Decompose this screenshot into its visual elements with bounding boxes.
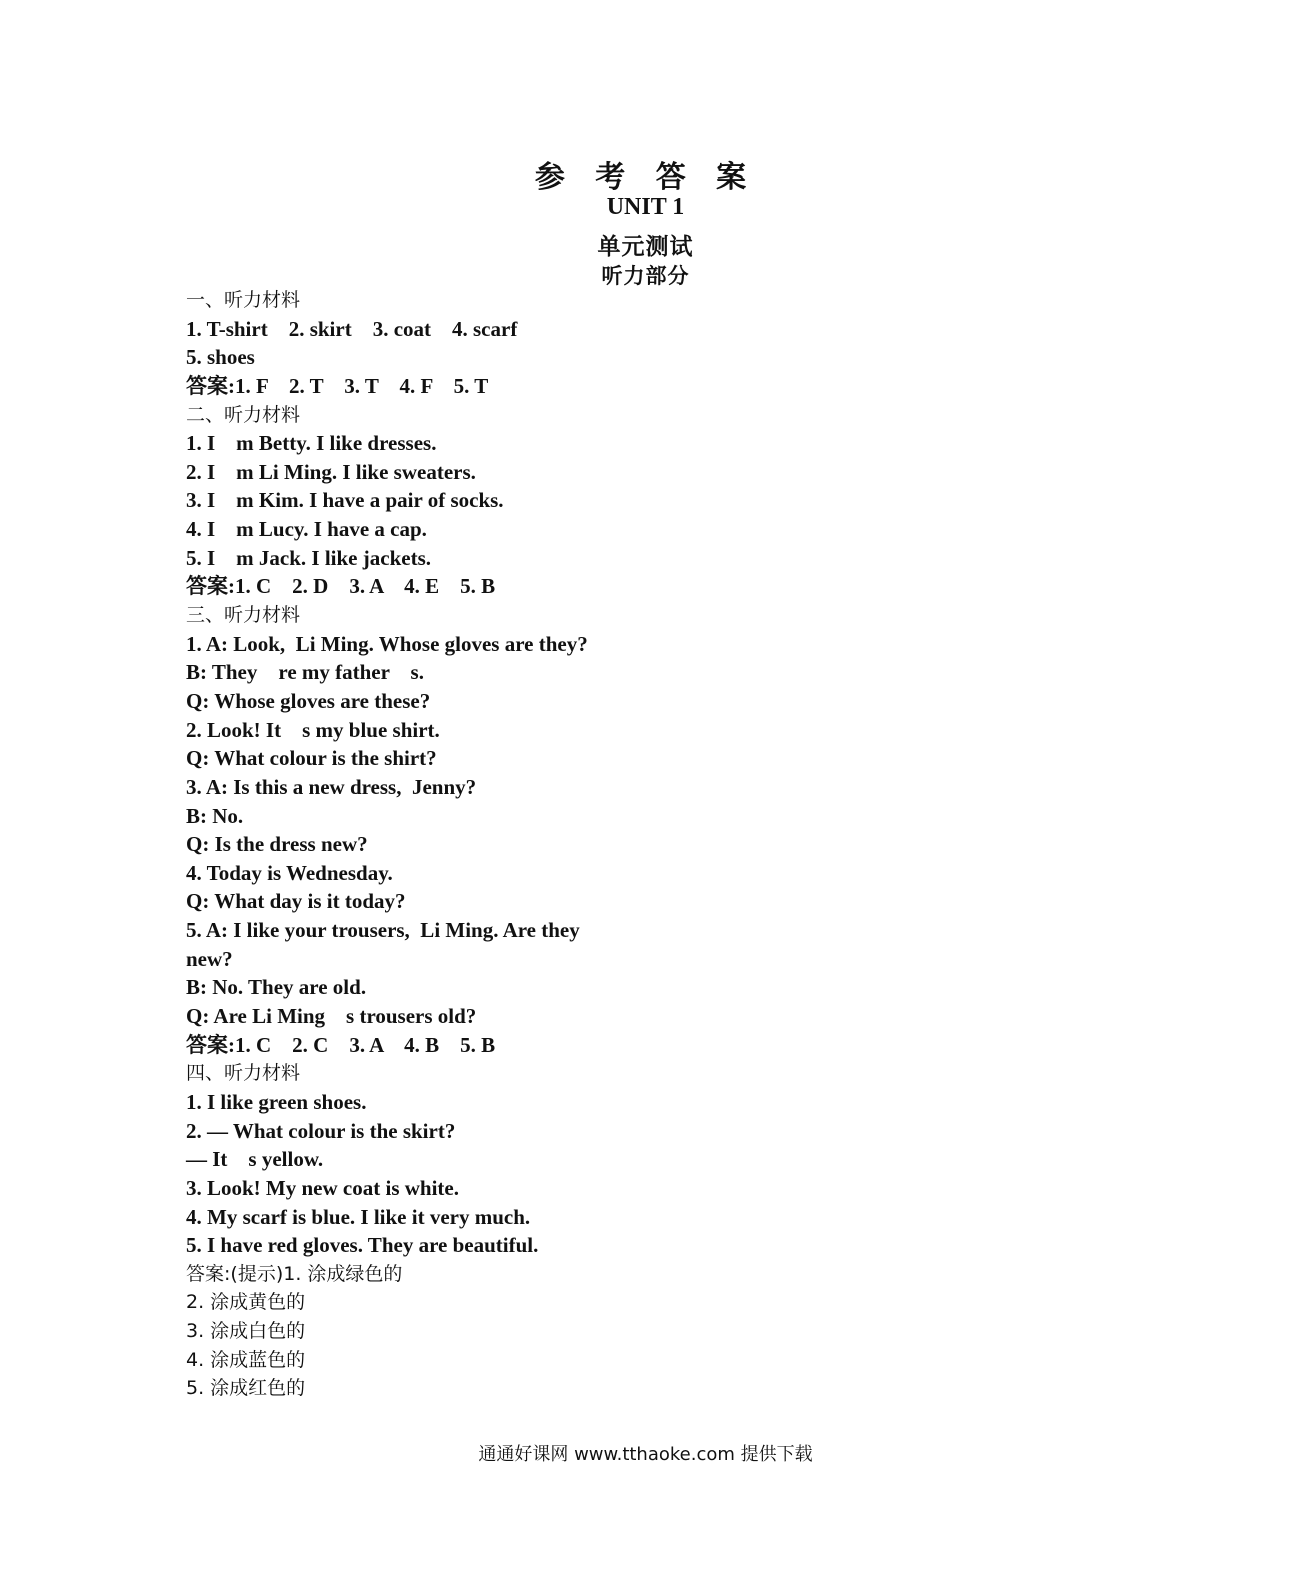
content-line: Q: Whose gloves are these?: [186, 688, 431, 713]
content-line: 答案:1. F 2. T 3. T 4. F 5. T: [186, 373, 489, 398]
content-line: 一、听力材料: [186, 289, 301, 311]
content-line: — It s yellow.: [186, 1147, 324, 1172]
content-line: 3. 涂成白色的: [186, 1320, 306, 1343]
content-line: 2. Look! It s my blue shirt.: [186, 717, 440, 742]
content-line: B: They re my father s.: [186, 660, 424, 685]
section-heading: 单元测试: [597, 233, 694, 260]
content-line: 5. I m Jack. I like jackets.: [186, 545, 431, 570]
content-line: 2. I m Li Ming. I like sweaters.: [186, 459, 476, 484]
subsection-heading: 听力部分: [601, 263, 690, 288]
content-line: 4. 涂成蓝色的: [186, 1348, 306, 1371]
answer-content: [186, 286, 806, 1403]
unit-heading: UNIT 1: [606, 194, 685, 220]
content-line: B: No. They are old.: [186, 975, 367, 1000]
content-line: 3. Look! My new coat is white.: [186, 1175, 459, 1200]
content-line: B: No.: [186, 803, 244, 828]
page-title: 参 考 答 案: [534, 160, 757, 195]
content-line: 5. shoes: [186, 345, 255, 370]
content-line: Q: What day is it today?: [186, 889, 406, 914]
content-line: 1. A: Look, Li Ming. Whose gloves are they?: [186, 631, 588, 656]
content-line: 4. My scarf is blue. I like it very much.: [186, 1204, 531, 1229]
content-line: 5. A: I like your trousers, Li Ming. Are they: [186, 918, 580, 943]
content-line: 1. I m Betty. I like dresses.: [186, 431, 437, 456]
content-line: 3. I m Kim. I have a pair of socks.: [186, 488, 504, 513]
content-line: 4. I m Lucy. I have a cap.: [186, 517, 427, 542]
content-line: 答案:1. C 2. D 3. A 4. E 5. B: [186, 574, 496, 599]
content-line: 2. 涂成黄色的: [186, 1291, 306, 1314]
content-line: 3. A: Is this a new dress, Jenny?: [186, 774, 477, 799]
content-line: new?: [186, 946, 233, 971]
content-line: Q: Are Li Ming s trousers old?: [186, 1004, 477, 1029]
footer-credit: 通通好课网 www.tthaoke.com 提供下载: [478, 1444, 813, 1465]
content-line: 5. I have red gloves. They are beautiful.: [186, 1233, 539, 1258]
content-line: 1. I like green shoes.: [186, 1089, 367, 1114]
content-line: 2. — What colour is the skirt?: [186, 1118, 456, 1143]
content-line: 1. T-shirt 2. skirt 3. coat 4. scarf: [186, 316, 518, 341]
content-line: 答案:(提示)1. 涂成绿色的: [186, 1262, 403, 1285]
content-line: 四、听力材料: [186, 1062, 301, 1085]
content-line: 三、听力材料: [186, 604, 301, 627]
content-line: 5. 涂成红色的: [186, 1377, 306, 1400]
content-line: Q: What colour is the shirt?: [186, 746, 437, 771]
content-line: Q: Is the dress new?: [186, 832, 368, 857]
content-line: 二、听力材料: [186, 403, 301, 426]
content-line: 答案:1. C 2. C 3. A 4. B 5. B: [186, 1032, 496, 1057]
content-line: 4. Today is Wednesday.: [186, 860, 393, 885]
